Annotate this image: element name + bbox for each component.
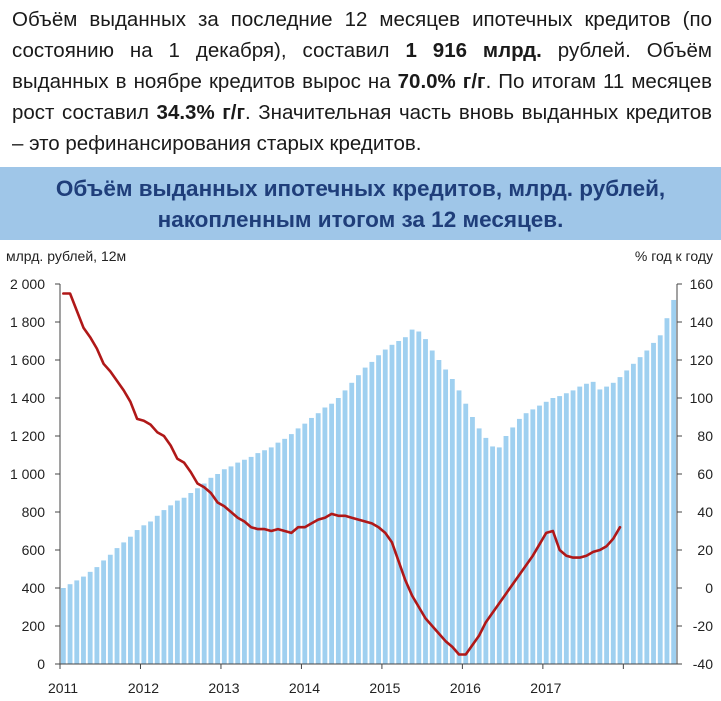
bar [497, 447, 502, 664]
bar [349, 383, 354, 664]
bar [148, 522, 153, 665]
bar [255, 453, 260, 664]
bar [524, 413, 529, 664]
intro-bold-11m-growth: 34.3% г/г [156, 101, 246, 124]
bar [202, 484, 207, 665]
bar [671, 300, 676, 664]
bar [665, 318, 670, 664]
bar [490, 446, 495, 664]
bar [443, 370, 448, 665]
intro-text-2: рублей. Объём выданных в ноябре кредитов вырос на [12, 39, 713, 93]
bar [296, 428, 301, 664]
bar [208, 478, 213, 664]
bar [624, 370, 629, 664]
bar [115, 548, 120, 664]
bar [162, 510, 167, 664]
chart-title-line-1: Объём выданных ипотечных кредитов, млрд. рублей, [55, 175, 666, 201]
x-tick-label: 2011 [47, 680, 79, 696]
bar [188, 493, 193, 664]
bar [222, 469, 227, 664]
left-tick-label: 0 [37, 656, 45, 672]
x-tick-label: 2012 [127, 680, 160, 696]
yoy-growth-line [63, 294, 620, 655]
bar [168, 505, 173, 664]
bar [61, 588, 66, 664]
bar [410, 330, 415, 664]
right-tick-label: 20 [697, 542, 713, 558]
left-tick-label: 1 000 [9, 466, 45, 482]
bar [403, 337, 408, 664]
bar [141, 525, 146, 664]
bar [155, 516, 160, 664]
bar [530, 409, 535, 664]
bar [517, 419, 522, 664]
left-tick-label: 1 600 [9, 352, 45, 368]
bar [329, 404, 334, 664]
bar [564, 393, 569, 664]
bar [269, 447, 274, 664]
right-tick-label: 0 [705, 580, 713, 596]
left-tick-label: 2 000 [9, 276, 45, 292]
bar [591, 382, 596, 664]
intro-text-3: . По итогам 11 месяцев рост составил [12, 70, 712, 124]
bar [229, 466, 234, 664]
intro-bold-november-growth: 70.0% г/г [397, 70, 486, 93]
bar [631, 364, 636, 664]
bar [68, 584, 73, 664]
bar [430, 351, 435, 665]
bar [644, 351, 649, 665]
bar [249, 457, 254, 664]
bar [121, 542, 126, 664]
intro-text-4: . Значительная часть вновь выданных кредитов – это рефинансирования старых кредитов. [12, 101, 712, 155]
left-tick-label: 1 200 [9, 428, 45, 444]
mortgage-chart [0, 240, 721, 701]
bar [383, 350, 388, 664]
bar [557, 396, 562, 664]
bar [343, 390, 348, 664]
bar [437, 360, 442, 664]
bar [282, 439, 287, 664]
bar [101, 560, 106, 664]
bar [316, 413, 321, 664]
bar [336, 398, 341, 664]
right-tick-label: -40 [692, 656, 713, 672]
right-tick-label: 160 [689, 276, 713, 292]
x-tick-label: 2015 [369, 680, 401, 696]
intro-paragraph [12, 4, 712, 159]
bar [289, 434, 294, 664]
left-tick-label: 800 [21, 504, 45, 520]
bar [611, 383, 616, 664]
bar [638, 357, 643, 664]
bar [309, 418, 314, 664]
bar [369, 362, 374, 664]
bar [618, 377, 623, 664]
bar [537, 406, 542, 664]
bar [262, 450, 267, 664]
bar [597, 389, 602, 664]
right-tick-label: 60 [697, 466, 713, 482]
left-tick-label: 400 [21, 580, 45, 596]
bar [651, 343, 656, 664]
bar [477, 428, 482, 664]
right-tick-label: 80 [697, 428, 713, 444]
bar [416, 332, 421, 665]
bar [235, 463, 240, 664]
left-tick-label: 1 400 [9, 390, 45, 406]
right-axis-label: % год к году [634, 248, 713, 264]
bar [504, 436, 509, 664]
bar [322, 408, 327, 665]
bar [658, 335, 663, 664]
bars-layer [61, 300, 676, 664]
bar [182, 498, 187, 664]
left-tick-label: 1 800 [9, 314, 45, 330]
bar [390, 345, 395, 664]
x-tick-label: 2014 [288, 680, 321, 696]
intro-text-1: Объём выданных за последние 12 месяцев ипотечных кредитов (по состоянию на 1 декабря), составил [12, 8, 712, 62]
chart-title-line-2: накопленным итогом за 12 месяцев. [157, 206, 564, 232]
bar [463, 404, 468, 664]
right-tick-label: 100 [689, 390, 713, 406]
bar [128, 537, 133, 664]
bar [108, 555, 113, 664]
bar [457, 390, 462, 664]
bar [135, 530, 140, 664]
bar [242, 460, 247, 664]
left-tick-label: 200 [21, 618, 45, 634]
left-axis-label: млрд. рублей, 12м [6, 248, 127, 264]
bar [584, 384, 589, 664]
x-tick-label: 2013 [208, 680, 240, 696]
bar [94, 567, 99, 664]
bar [396, 341, 401, 664]
bar [577, 387, 582, 664]
bar [81, 577, 86, 664]
bar [376, 355, 381, 664]
line-layer [63, 294, 620, 655]
x-tick-label: 2016 [449, 680, 481, 696]
bar [195, 488, 200, 664]
right-tick-label: 120 [689, 352, 713, 368]
right-tick-label: -20 [692, 618, 713, 634]
bar [571, 390, 576, 664]
bar [483, 438, 488, 664]
bar [74, 580, 79, 664]
intro-bold-volume: 1 916 млрд. [405, 39, 542, 62]
bar [470, 417, 475, 664]
bar [175, 501, 180, 664]
bar [276, 443, 281, 664]
chart-title-banner [0, 167, 721, 240]
bar [604, 387, 609, 664]
x-tick-label: 2017 [530, 680, 562, 696]
bar [510, 427, 515, 664]
bar [302, 424, 307, 664]
bar [88, 572, 93, 664]
left-tick-label: 600 [21, 542, 45, 558]
bar [450, 379, 455, 664]
right-tick-label: 140 [689, 314, 713, 330]
right-tick-label: 40 [697, 504, 713, 520]
bar [363, 368, 368, 664]
